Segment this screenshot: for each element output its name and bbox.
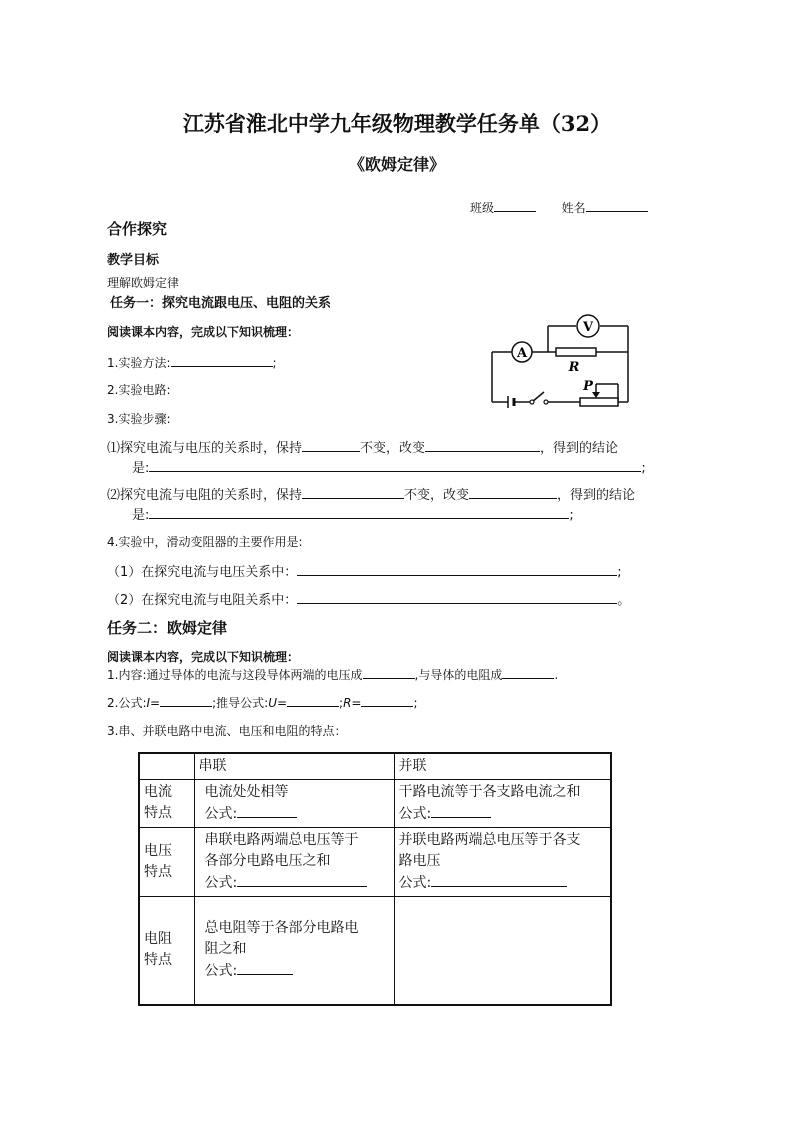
formula-label: 公式: — [398, 875, 432, 891]
class-field[interactable] — [494, 199, 536, 212]
class-name-line — [470, 199, 648, 216]
step1-line2 — [132, 457, 646, 476]
task2-c2 — [107, 694, 418, 711]
page-title: 江苏省淮北中学九年级物理教学任务单（32） — [182, 111, 612, 136]
row-label — [139, 897, 194, 1005]
formula-label: 公式: — [204, 963, 238, 980]
q1-label: 1.实验方法: — [107, 356, 171, 370]
parallel-cell — [394, 828, 611, 897]
q4-2-end: 。 — [617, 593, 631, 608]
voltmeter-label: V — [582, 320, 594, 335]
row-label-line: 电压 — [144, 843, 172, 859]
formula-blank[interactable] — [237, 960, 293, 975]
table-row — [139, 780, 611, 828]
formula-blank[interactable] — [237, 872, 367, 887]
step1-line1 — [107, 437, 618, 456]
q1-blank[interactable] — [171, 354, 273, 367]
c1-blank2[interactable] — [502, 666, 554, 679]
step2-blank2[interactable] — [469, 486, 557, 499]
task2-c3: 3.串、并联电路中电流、电压和电阻的特点： — [107, 724, 347, 738]
characteristics-table — [138, 752, 612, 1006]
step2-end: ; — [569, 508, 574, 523]
step1-d: 是: — [132, 461, 150, 476]
row-label-line: 特点 — [144, 952, 172, 969]
cell-text: 各部分电路电压之和 — [204, 853, 331, 869]
header-series: 串联 — [194, 753, 394, 780]
cell-text: 串联电路两端总电压等于 — [204, 832, 359, 848]
formula-label: 公式: — [398, 806, 432, 822]
formula-label: 公式: — [204, 875, 238, 891]
step2-line1 — [107, 484, 635, 503]
parallel-cell[interactable] — [394, 897, 611, 1005]
section-heading: 合作探究 — [107, 220, 168, 238]
task1-q4: 4.实验中，滑动变阻器的主要作用是: — [107, 535, 303, 549]
cell-text: 电流处处相等 — [204, 784, 289, 800]
header-parallel: 并联 — [394, 753, 611, 780]
c1-b: ,与导体的电阻成 — [414, 668, 503, 682]
step2-c: ，得到的结论 — [557, 488, 636, 503]
task1-read: 阅读课本内容，完成以下知识梳理： — [107, 325, 300, 339]
c1-end: . — [554, 668, 559, 682]
slider-arrow-icon — [592, 392, 600, 398]
table-row — [139, 828, 611, 897]
series-cell — [194, 780, 394, 828]
task1-q3: 3.实验步骤: — [107, 412, 171, 426]
resistor-label: R — [568, 360, 580, 375]
q4-2 — [107, 589, 630, 608]
c2-blank-u[interactable] — [287, 694, 339, 707]
switch-contact-left — [530, 400, 534, 404]
c2-u: U= — [268, 696, 288, 710]
row-label-line: 特点 — [144, 864, 172, 880]
step1-b: 不变，改变 — [360, 441, 426, 456]
step1-blank1[interactable] — [302, 439, 360, 452]
q4-2-blank[interactable] — [297, 591, 617, 604]
goal-text: 理解欧姆定律 — [107, 276, 180, 290]
task1-q1 — [107, 354, 277, 371]
name-label: 姓名 — [561, 201, 586, 215]
row-label-line: 电流 — [144, 784, 172, 800]
c1-a: 1.内容:通过导体的电流与这段导体两端的电压成 — [107, 668, 363, 682]
switch-contact-right — [544, 400, 548, 404]
row-label-line: 特点 — [144, 805, 172, 821]
goal-heading: 教学目标 — [107, 253, 160, 268]
header-corner — [139, 753, 194, 780]
step1-end: ; — [641, 461, 646, 476]
q4-1-blank[interactable] — [297, 563, 617, 576]
q4-1-end: ; — [617, 565, 622, 580]
step2-line2 — [132, 504, 574, 523]
task2-heading: 任务二：欧姆定律 — [107, 619, 228, 637]
row-label — [139, 780, 194, 828]
task2-c1 — [107, 666, 558, 683]
step2-d: 是: — [132, 508, 150, 523]
step1-blank3[interactable] — [149, 459, 641, 472]
table-row — [139, 897, 611, 1005]
c2-b: ;推导公式: — [212, 696, 269, 710]
cell-text: 并联电路两端总电压等于各支 — [398, 832, 581, 848]
cell-text: 阻之和 — [204, 941, 247, 958]
name-field[interactable] — [586, 199, 648, 212]
task2-read: 阅读课本内容，完成以下知识梳理： — [107, 650, 300, 664]
class-label: 班级 — [470, 201, 495, 215]
c2-i: I= — [146, 696, 161, 710]
cell-text: 干路电流等于各支路电流之和 — [398, 784, 581, 800]
c2-a: 2.公式: — [107, 696, 147, 710]
step1-c: ，得到的结论 — [540, 441, 619, 456]
task1-q2: 2.实验电路: — [107, 383, 171, 397]
step2-b: 不变，改变 — [404, 488, 470, 503]
step1-blank2[interactable] — [425, 439, 540, 452]
circuit-diagram — [488, 312, 638, 414]
c2-end: ; — [413, 696, 418, 710]
step2-blank3[interactable] — [149, 506, 569, 519]
step1-a: ⑴探究电流与电压的关系时，保持 — [107, 441, 303, 456]
formula-blank[interactable] — [431, 872, 567, 887]
rheostat-icon — [580, 398, 618, 406]
c1-blank1[interactable] — [363, 666, 415, 679]
resistor-icon — [556, 348, 596, 356]
ammeter-label: A — [516, 346, 528, 361]
step2-a: ⑵探究电流与电阻的关系时，保持 — [107, 488, 303, 503]
task1-heading: 任务一：探究电流跟电压、电阻的关系 — [110, 296, 332, 311]
parallel-cell — [394, 780, 611, 828]
cell-text: 路电压 — [398, 853, 441, 869]
q4-1 — [107, 561, 622, 580]
q4-2-label: （2）在探究电流与电阻关系中： — [107, 593, 298, 608]
step2-blank1[interactable] — [302, 486, 404, 499]
page-subtitle: 《欧姆定律》 — [348, 155, 445, 174]
formula-label: 公式: — [204, 806, 238, 822]
formula-blank[interactable] — [237, 803, 297, 818]
slider-label: P — [583, 379, 593, 394]
cell-text: 总电阻等于各部分电路电 — [204, 920, 359, 937]
table-header-row — [139, 753, 611, 780]
q1-end: ; — [272, 356, 277, 370]
row-label — [139, 828, 194, 897]
c2-blank-i[interactable] — [160, 694, 212, 707]
c2-sep: ; — [339, 696, 344, 710]
series-cell — [194, 828, 394, 897]
formula-blank[interactable] — [431, 803, 491, 818]
row-label-line: 电阻 — [144, 931, 172, 948]
c2-blank-r[interactable] — [361, 694, 413, 707]
c2-r: R= — [343, 696, 362, 710]
series-cell — [194, 897, 394, 1005]
q4-1-label: （1）在探究电流与电压关系中： — [107, 565, 298, 580]
